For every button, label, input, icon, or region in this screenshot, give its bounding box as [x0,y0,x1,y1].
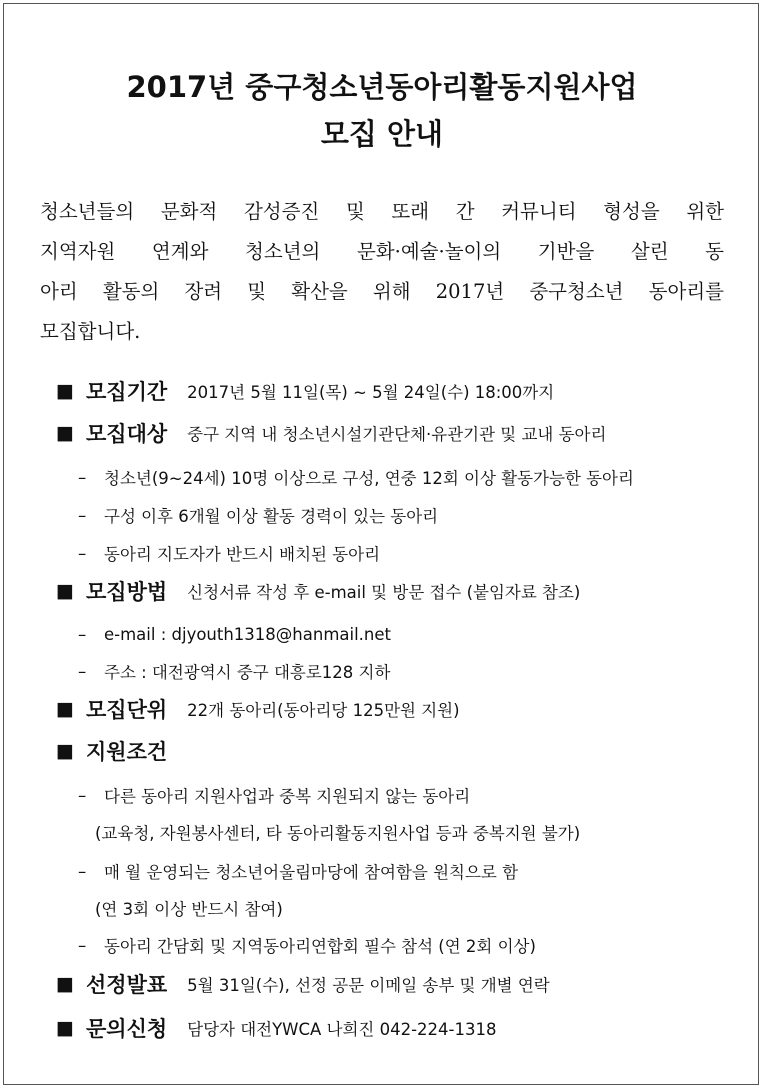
list-item-text: 청소년(9~24세) 10명 이상으로 구성, 연중 12회 이상 활동가능한 동아리 [104,469,634,488]
section-value: 담당자 대전YWCA 나희진 042-224-1318 [187,1020,497,1039]
dash-marker: – [78,935,87,955]
dash-marker: – [78,661,87,681]
email-address[interactable]: e-mail : djyouth1318@hanmail.net [104,624,392,644]
section-target [56,412,606,454]
bullet-square-icon: ■ [56,1017,74,1039]
section-label: 선정발표 [86,973,168,997]
dash-marker: – [78,467,87,487]
bullet-square-icon: ■ [56,698,74,720]
dash-marker: – [78,505,87,525]
list-item [78,852,518,890]
section-announce [56,963,550,1005]
list-item-text: 구성 이후 6개월 이상 활동 경력이 있는 동아리 [104,507,439,526]
section-unit [56,688,460,730]
intro-line-1: 청소년들의 문화적 감성증진 및 또래 간 커뮤니티 형성을 위한 [40,200,724,223]
intro-line-2: 지역자원 연계와 청소년의 문화·예술·놀이의 기반을 살린 동 [40,240,724,263]
list-item [78,926,536,964]
intro-line-4: 모집합니다. [40,320,141,343]
list-item-continuation: (교육청, 자원봉사센터, 타 동아리활동지원사업 등과 중복지원 불가) [95,824,581,843]
section-value: 5월 31일(수), 선정 공문 이메일 송부 및 개별 연락 [187,976,550,995]
list-item-text: 주소 : 대전광역시 중구 대흥로128 지하 [104,663,391,682]
list-item-text: 매 월 운영되는 청소년어울림마당에 참여함을 원칙으로 함 [104,863,519,882]
section-value: 2017년 5월 11일(목) ~ 5월 24일(수) 18:00까지 [187,383,555,402]
section-label: 문의신청 [86,1017,168,1041]
list-item [78,776,470,814]
list-item [78,496,438,534]
section-inquiry [56,1007,497,1049]
list-item [78,534,380,572]
list-item-continuation: (연 3회 이상 반드시 참여) [95,900,283,919]
bullet-square-icon: ■ [56,740,74,762]
bullet-square-icon: ■ [56,973,74,995]
dash-marker: – [78,785,87,805]
section-value: 중구 지역 내 청소년시설기관단체·유관기관 및 교내 동아리 [187,425,607,444]
section-conditions [56,730,187,772]
bullet-square-icon: ■ [56,580,74,602]
intro-line-3: 아리 활동의 장려 및 확산을 위해 2017년 중구청소년 동아리를 [40,280,724,303]
list-item-text: 동아리 간담회 및 지역동아리연합회 필수 참석 (연 2회 이상) [104,937,536,956]
dash-marker: – [78,861,87,881]
bullet-square-icon: ■ [56,422,74,444]
list-item-text: 다른 동아리 지원사업과 중복 지원되지 않는 동아리 [104,787,471,806]
section-label: 모집단위 [86,698,168,722]
dash-marker: – [78,543,87,563]
bullet-square-icon: ■ [56,380,74,402]
section-value: 22개 동아리(동아리당 125만원 지원) [187,701,460,720]
title-line-1: 2017년 중구청소년동아리활동지원사업 [126,70,638,104]
section-value: 신청서류 작성 후 e-mail 및 방문 접수 (붙임자료 참조) [187,583,581,602]
section-label: 모집방법 [86,580,168,604]
section-method [56,570,580,612]
section-label: 지원조건 [86,740,168,764]
section-period [56,370,554,412]
section-label: 모집대상 [86,422,168,446]
list-item-text: 동아리 지도자가 반드시 배치된 동아리 [104,545,381,564]
section-label: 모집기간 [86,380,168,404]
title-line-2: 모집 안내 [320,117,444,151]
list-item [78,652,390,690]
dash-marker: – [78,624,87,644]
list-item [78,458,634,496]
list-item [78,615,391,653]
